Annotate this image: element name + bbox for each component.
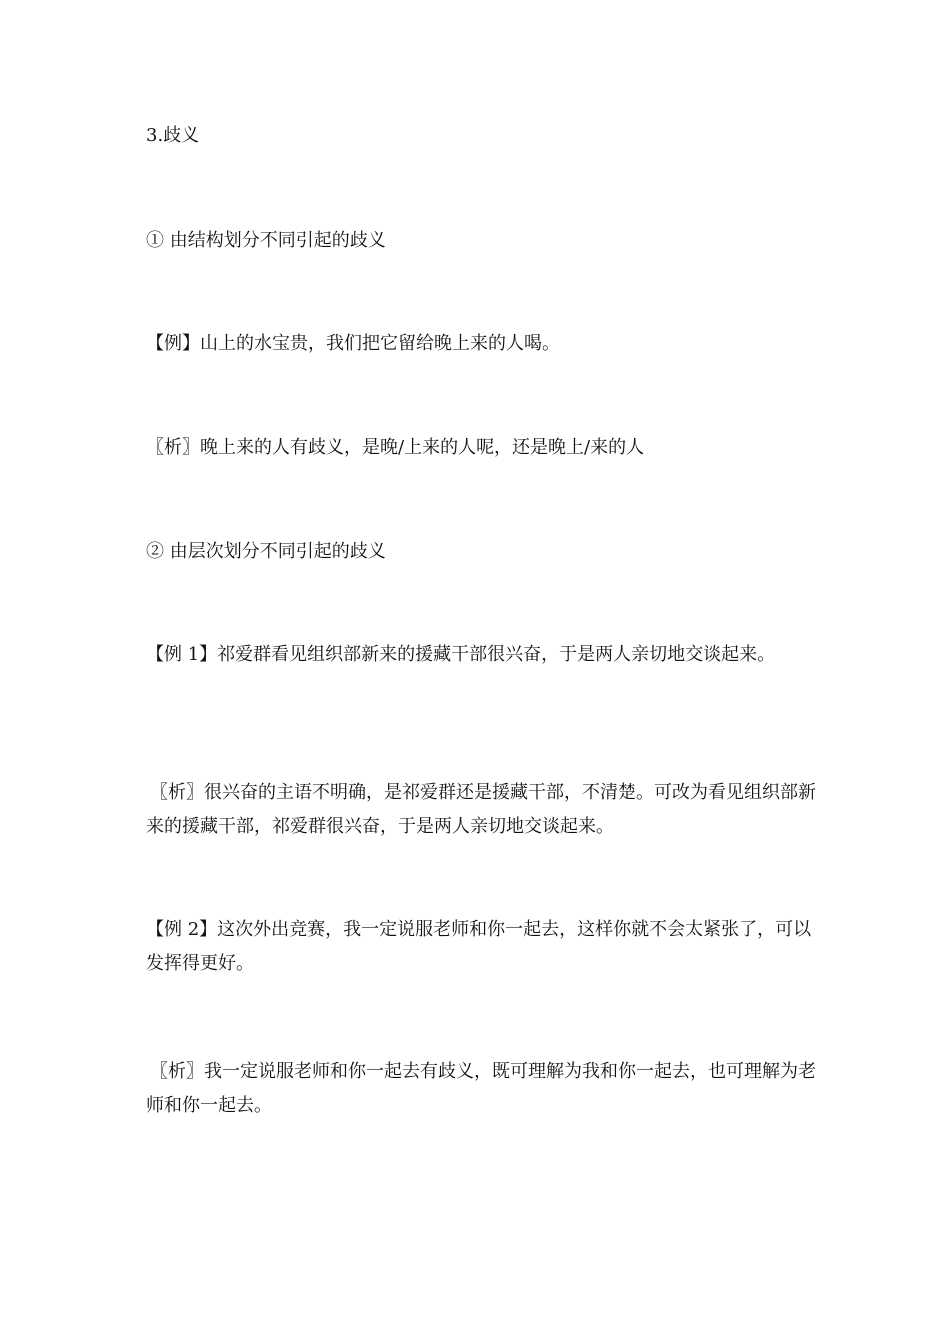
subheading-level-ambiguity: ② 由层次划分不同引起的歧义 bbox=[146, 541, 386, 562]
example-3: 【例 2】这次外出竞赛，我一定说服老师和你一起去，这样你就不会太紧张了，可以发挥得更好。 bbox=[146, 919, 812, 974]
analysis-3: 〖析〗我一定说服老师和你一起去有歧义，既可理解为我和你一起去，也可理解为老师和你一起去。 bbox=[146, 1061, 816, 1116]
analysis-2: 〖析〗很兴奋的主语不明确，是祁爱群还是援藏干部，不清楚。可改为看见组织部新来的援藏干部，祁爱群很兴奋，于是两人亲切地交谈起来。 bbox=[146, 782, 816, 837]
analysis-1: 〖析〗晚上来的人有歧义，是晚/上来的人呢，还是晚上/来的人 bbox=[146, 437, 645, 458]
example-1: 【例】山上的水宝贵，我们把它留给晚上来的人喝。 bbox=[146, 333, 560, 354]
section-heading: 3.歧义 bbox=[146, 125, 200, 146]
example-2: 【例 1】祁爱群看见组织部新来的援藏干部很兴奋，于是两人亲切地交谈起来。 bbox=[146, 644, 776, 665]
subheading-structure-ambiguity: ① 由结构划分不同引起的歧义 bbox=[146, 230, 386, 251]
